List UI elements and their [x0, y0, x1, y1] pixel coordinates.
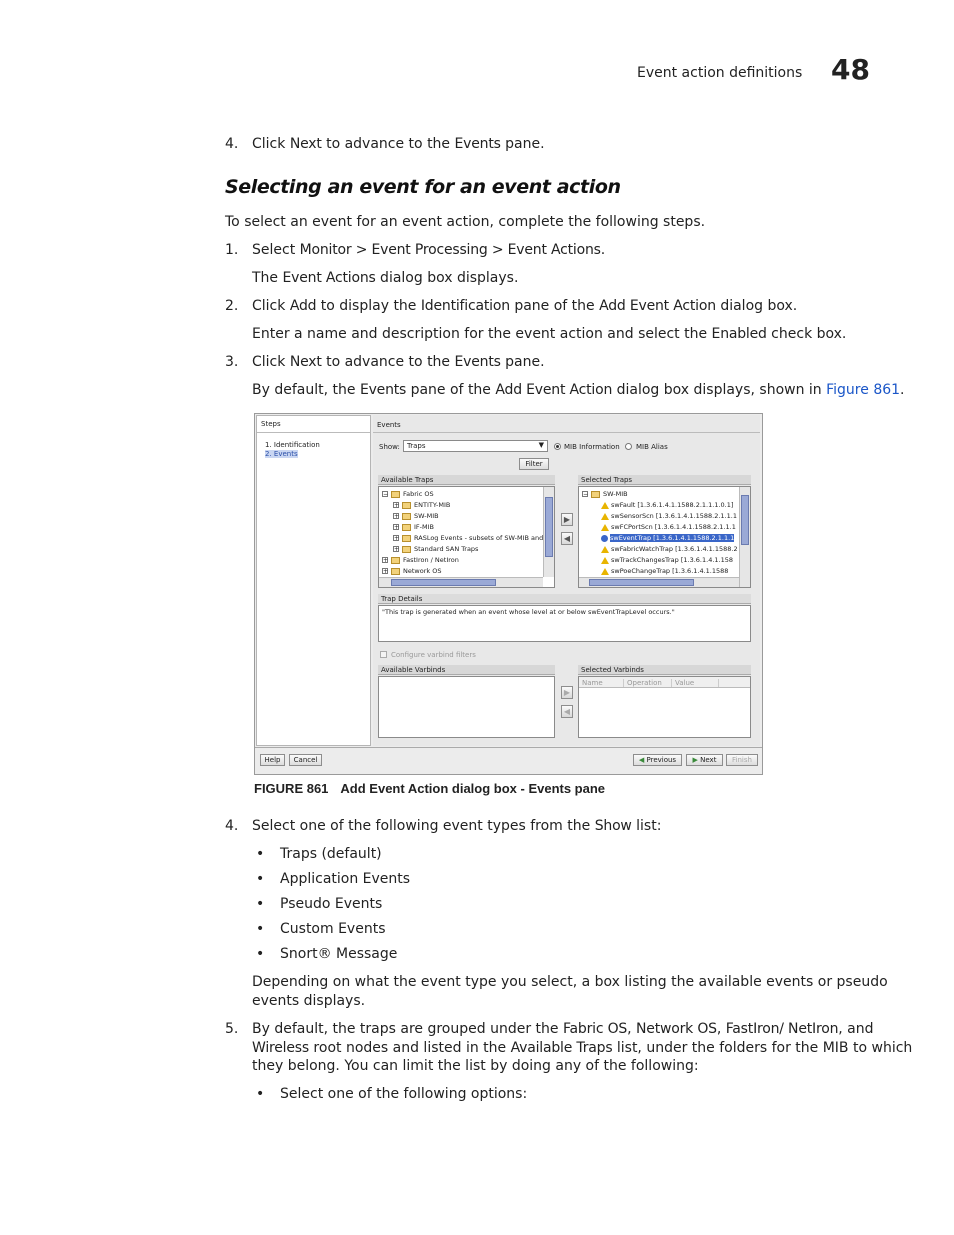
vertical-scrollbar[interactable]: [543, 487, 554, 577]
selected-trap-item[interactable]: swPoeChangeTrap [1.3.6.1.4.1.1588: [601, 566, 728, 577]
intro-step-text: Click Next to advance to the Events pane.: [252, 136, 545, 152]
configure-varbind-label: Configure varbind filters: [391, 651, 476, 659]
folder-icon: [402, 535, 411, 542]
section-heading: Selecting an event for an event action: [225, 176, 621, 198]
tree-node[interactable]: + SW-MIB: [394, 512, 439, 520]
selected-varbinds-table[interactable]: [578, 676, 751, 738]
step-5-line-1: By default, the traps are grouped under the Fabric OS, Network OS, FastIron/ NetIron, and: [252, 1021, 874, 1037]
folder-icon: [402, 546, 411, 553]
bullet-dot: •: [256, 896, 265, 912]
steps-title: Steps: [261, 420, 281, 428]
figure-caption: [254, 781, 605, 796]
help-button[interactable]: Help: [260, 754, 285, 766]
lead-paragraph: To select an event for an event action, complete the following steps.: [225, 214, 706, 230]
folder-icon: [402, 502, 411, 509]
selected-trap-item[interactable]: swTrackChangesTrap [1.3.6.1.4.1.158: [601, 555, 733, 566]
steps-pane: [256, 415, 371, 746]
chevron-down-icon: ▼: [538, 441, 544, 449]
events-title: Events: [377, 421, 401, 429]
step-2-number: 2.: [225, 298, 239, 314]
steps-item-events[interactable]: 2. Events: [265, 450, 298, 458]
chapter-title: Event action definitions: [637, 65, 803, 81]
event-type-item: Snort® Message: [280, 946, 398, 962]
warning-icon: [601, 546, 609, 553]
trap-details-text: "This trap is generated when an event whose level at or below swEventTrapLevel occurs.": [382, 608, 675, 616]
scrollbar-thumb[interactable]: [741, 495, 749, 545]
event-type-item: Traps (default): [280, 846, 382, 862]
selected-trap-item[interactable]: swFabricWatchTrap [1.3.6.1.4.1.1588.2: [601, 544, 738, 555]
figure-label: FIGURE 861: [254, 781, 329, 796]
step-5-line-2: Wireless root nodes and listed in the Available Traps list, under the folders for the MIB to which: [252, 1040, 913, 1056]
step-2-text: Click Add to display the Identification pane of the Add Event Action dialog box.: [252, 298, 798, 314]
step-3-number: 3.: [225, 354, 239, 370]
add-event-action-dialog: [254, 413, 763, 775]
move-left-button[interactable]: ◀: [561, 705, 573, 718]
tree-node[interactable]: + IF-MIB: [394, 523, 434, 531]
step-1-text: Select Monitor > Event Processing > Event Actions.: [252, 242, 606, 258]
previous-button[interactable]: ◀ Previous: [633, 754, 682, 766]
figure-title: Add Event Action dialog box - Events pane: [340, 781, 606, 796]
figure-link[interactable]: Figure 861: [826, 382, 901, 398]
selected-traps-tree[interactable]: [578, 486, 751, 588]
step-3-sub: By default, the Events pane of the Add Event Action dialog box displays, shown in Figure 861.: [252, 382, 905, 398]
warning-icon: [601, 524, 609, 531]
move-right-button[interactable]: ▶: [561, 686, 573, 699]
depending-line-2: events displays.: [252, 993, 366, 1009]
chapter-number: 48: [831, 53, 870, 86]
move-right-button[interactable]: ▶: [561, 513, 573, 526]
folder-icon: [391, 568, 400, 575]
tree-node-network-os[interactable]: + Network OS: [383, 567, 442, 575]
radio-mib-alias[interactable]: [625, 443, 632, 450]
tree-node-fabric-os[interactable]: − Fabric OS: [383, 490, 434, 498]
warning-icon: [601, 502, 609, 509]
column-value[interactable]: Value: [675, 679, 719, 687]
radio-mib-information-label: MIB Information: [564, 443, 620, 451]
steps-item-identification[interactable]: 1. Identification: [265, 441, 320, 449]
folder-icon: [391, 491, 400, 498]
bullet-dot: •: [256, 846, 265, 862]
selected-trap-item[interactable]: swFCPortScn [1.3.6.1.4.1.1588.2.1.1.1: [601, 522, 736, 533]
horizontal-scrollbar[interactable]: [379, 577, 543, 587]
intro-step-number: 4.: [225, 136, 239, 152]
selected-varbinds-title: Selected Varbinds: [581, 666, 644, 674]
available-traps-tree[interactable]: [378, 486, 555, 588]
bullet-dot: •: [256, 946, 265, 962]
next-button[interactable]: ▶ Next: [686, 754, 723, 766]
show-select[interactable]: [403, 440, 548, 452]
column-operation[interactable]: Operation: [627, 679, 672, 687]
bullet-dot: •: [256, 871, 265, 887]
trap-details-header: [378, 594, 751, 604]
show-label: Show:: [379, 443, 400, 451]
selected-trap-item-selected[interactable]: swEventTrap [1.3.6.1.4.1.1588.2.1.1.1: [601, 533, 734, 544]
tree-node[interactable]: + Standard SAN Traps: [394, 545, 479, 553]
configure-varbind-checkbox[interactable]: [380, 651, 387, 658]
step-5-number: 5.: [225, 1021, 239, 1037]
finish-button[interactable]: Finish: [726, 754, 758, 766]
tree-node[interactable]: + ENTITY-MIB: [394, 501, 451, 509]
selected-trap-item[interactable]: swFault [1.3.6.1.4.1.1588.2.1.1.1.0.1]: [601, 500, 733, 511]
event-type-item: Application Events: [280, 871, 411, 887]
filter-button[interactable]: Filter: [519, 458, 549, 470]
trap-details-title: Trap Details: [381, 595, 423, 603]
selected-traps-title: Selected Traps: [581, 476, 633, 484]
step-1-number: 1.: [225, 242, 239, 258]
folder-icon: [591, 491, 600, 498]
event-type-item: Custom Events: [280, 921, 386, 937]
step-4-number: 4.: [225, 818, 239, 834]
step-5-bullet: Select one of the following options:: [280, 1086, 528, 1102]
radio-mib-alias-label: MIB Alias: [636, 443, 668, 451]
step-4-text: Select one of the following event types from the Show list:: [252, 818, 662, 834]
folder-icon: [402, 524, 411, 531]
folder-icon: [402, 513, 411, 520]
column-name[interactable]: Name: [582, 679, 624, 687]
available-traps-title: Available Traps: [381, 476, 434, 484]
horizontal-scrollbar[interactable]: [579, 577, 739, 587]
arrow-left-icon: ◀: [638, 756, 647, 764]
warning-icon: [601, 557, 609, 564]
cancel-button[interactable]: Cancel: [289, 754, 322, 766]
scrollbar-thumb[interactable]: [589, 579, 694, 586]
available-varbinds-list[interactable]: [378, 676, 555, 738]
folder-icon: [391, 557, 400, 564]
trap-details-box: [378, 605, 751, 642]
events-area: [373, 415, 760, 746]
arrow-right-icon: ▶: [692, 756, 701, 764]
tree-node[interactable]: + RASLog Events - subsets of SW-MIB and: [394, 534, 544, 542]
scrollbar-thumb[interactable]: [545, 497, 553, 557]
bullet-dot: •: [256, 1086, 265, 1102]
move-left-button[interactable]: ◀: [561, 532, 573, 545]
step-1-sub: The Event Actions dialog box displays.: [252, 270, 519, 286]
show-select-value: Traps: [407, 442, 426, 450]
bullet-dot: •: [256, 921, 265, 937]
warning-icon: [601, 513, 609, 520]
scrollbar-thumb[interactable]: [391, 579, 496, 586]
step-5-line-3: they belong. You can limit the list by doing any of the following:: [252, 1058, 699, 1074]
step-2-sub: Enter a name and description for the event action and select the Enabled check box.: [252, 326, 847, 342]
radio-mib-information[interactable]: [554, 443, 561, 450]
info-icon: [601, 535, 608, 542]
selected-trap-item[interactable]: swSensorScn [1.3.6.1.4.1.1588.2.1.1.1: [601, 511, 737, 522]
tree-node-fastiron[interactable]: + FastIron / NetIron: [383, 556, 459, 564]
tree-node-sw-mib[interactable]: − SW-MIB: [583, 490, 628, 498]
vertical-scrollbar[interactable]: [739, 487, 750, 587]
event-type-item: Pseudo Events: [280, 896, 383, 912]
step-3-text: Click Next to advance to the Events pane.: [252, 354, 545, 370]
depending-line-1: Depending on what the event type you select, a box listing the available events or pseudo: [252, 974, 888, 990]
warning-icon: [601, 568, 609, 575]
available-varbinds-title: Available Varbinds: [381, 666, 446, 674]
